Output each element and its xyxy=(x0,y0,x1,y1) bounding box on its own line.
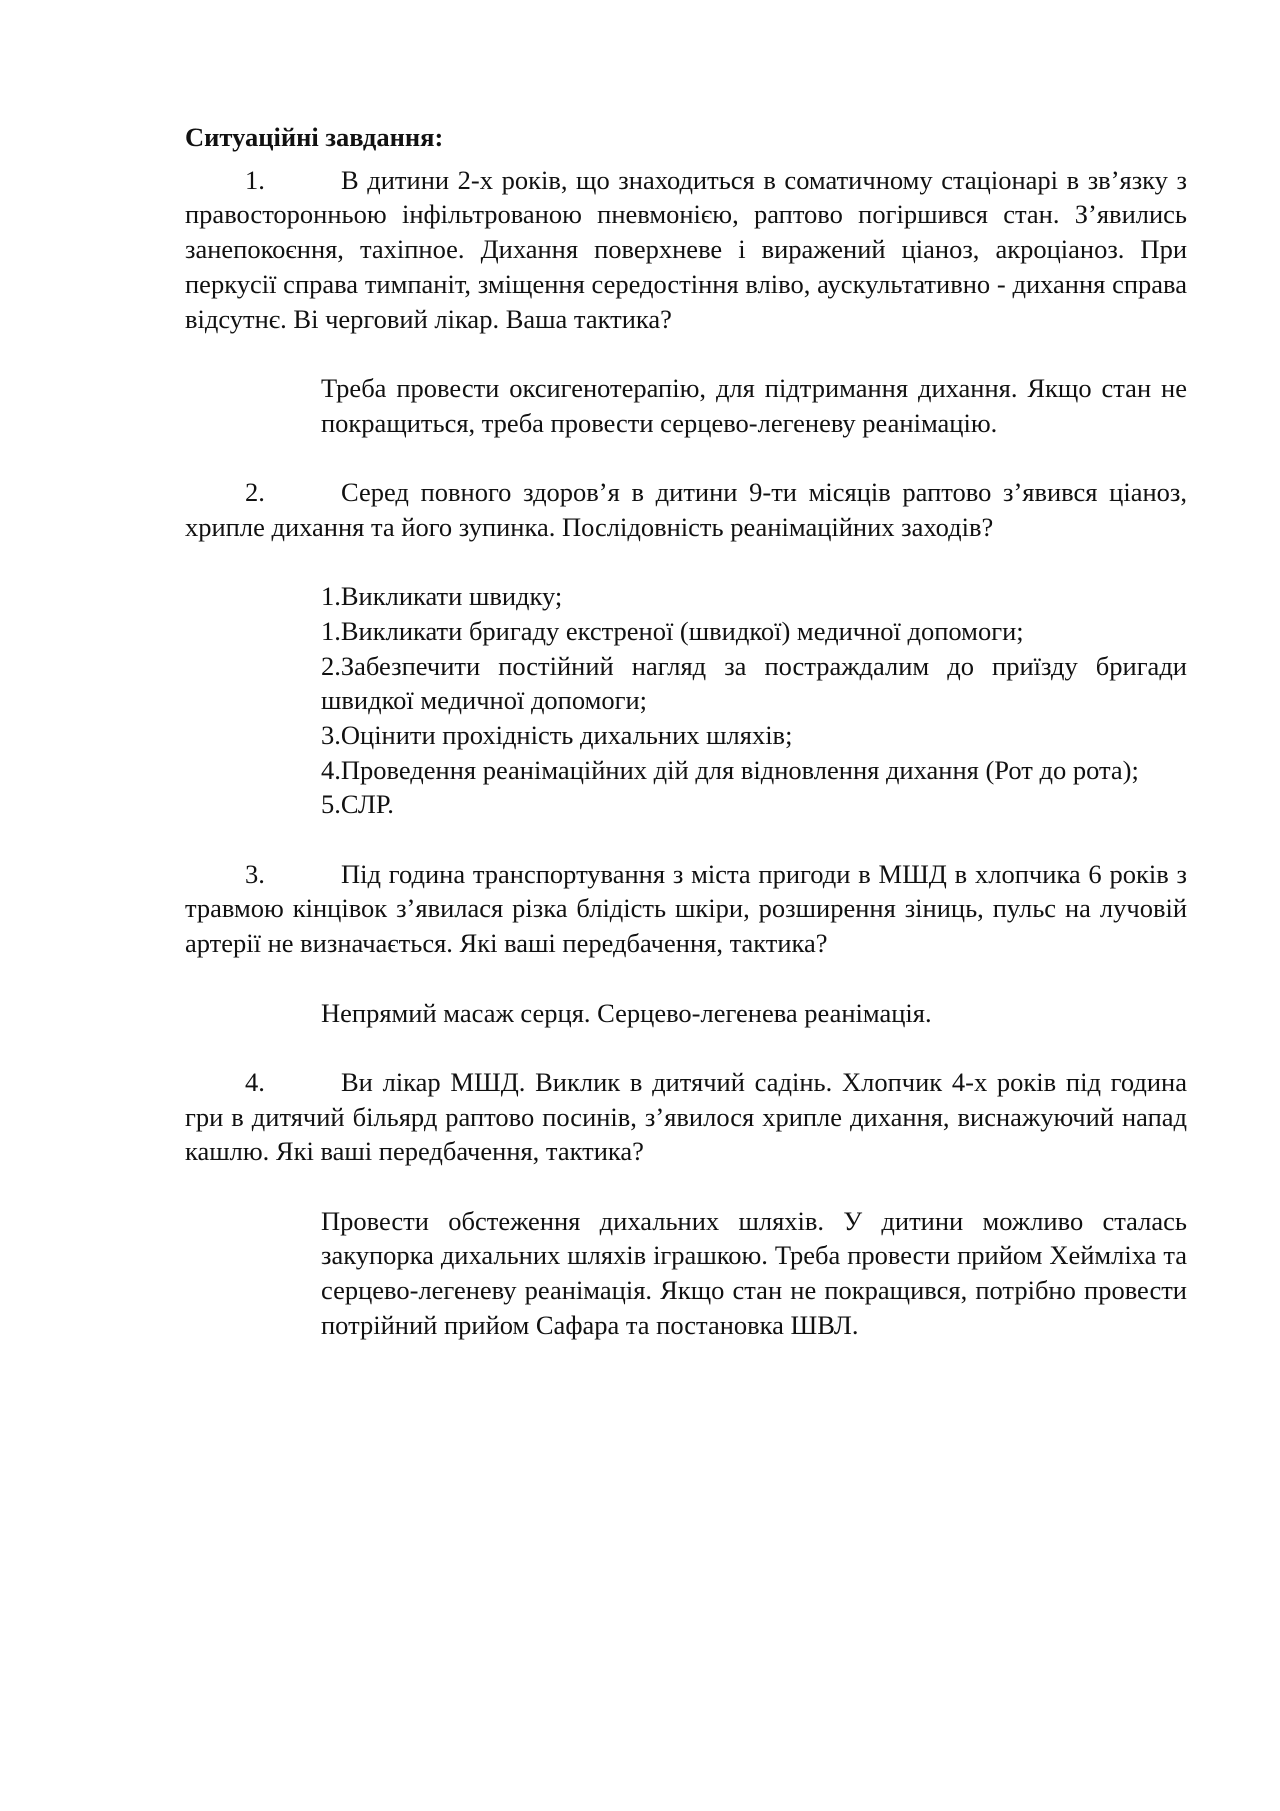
task-answer xyxy=(321,996,1187,1031)
task-question-text: Під година транспортування з міста пригоди в МШД в хлопчика 6 років з травмою кінцівок зʼявилася різка блідість шкіри, розширення зіниць, пульс на лучовій артерії не визначається. Які ваші передбачення, тактика? xyxy=(185,858,1187,959)
task-answer xyxy=(321,1204,1187,1343)
task-question xyxy=(185,1065,1187,1169)
answer-list-item: 3.Оцінити прохідність дихальних шляхів; xyxy=(321,719,793,750)
task-answer xyxy=(321,371,1187,440)
task-question-text: Серед повного здоровʼя в дитини 9-ти місяців раптово зʼявився ціаноз, хрипле дихання та його зупинка. Послідовність реанімаційних заходів? xyxy=(185,477,1187,542)
task-answer-text: Треба провести оксигенотерапію, для підтримання дихання. Якщо стан не покращиться, треба провести серцево-легеневу реанімацію. xyxy=(321,372,1187,438)
task-number: 2. xyxy=(245,477,265,507)
task-answer-text: Провести обстеження дихальних шляхів. У дитини можливо сталась закупорка дихальних шляхів іграшкою. Треба провести прийом Хеймліха та серцево-легеневу реанімація. Якщо стан не покращився, потрібно провести потрійний прийом Сафара та постановка ШВЛ. xyxy=(321,1205,1187,1340)
task-question-text: Ви лікар МШД. Виклик в дитячий садінь. Хлопчик 4-х років під година гри в дитячий більярд раптово посинів, зʼявилося хрипле дихання, виснажуючий напад кашлю. Які ваші передбачення, тактика? xyxy=(185,1066,1187,1167)
answer-list-item: 1.Викликати швидку; xyxy=(321,581,563,612)
task-2 xyxy=(185,475,1187,822)
document-page xyxy=(185,120,1187,1377)
task-question-text: В дитини 2-х років, що знаходиться в соматичному стаціонарі в звʼязку з правосторонньою інфільтрованою пневмонією, раптово погіршився стан. Зʼявились занепокоєння, тахіпное. Дихання поверхневе і виражений ціаноз, акроціаноз. При перкусії справа тимпаніт, зміщення середостіння вліво, аускультативно - дихання справа відсутнє. Ві черговий лікар. Ваша тактика? xyxy=(185,164,1187,334)
task-answer-text: Непрямий масаж серця. Серцево-легенева реанімація. xyxy=(321,997,932,1028)
task-3 xyxy=(185,857,1187,1031)
task-question xyxy=(185,163,1187,337)
document-heading: Ситуаційні завдання: xyxy=(185,122,444,152)
answer-list-item: 2.Забезпечити постійний нагляд за постраждалим до приїзду бригади швидкої медичної допомоги; xyxy=(321,650,1187,716)
task-number: 3. xyxy=(245,858,265,889)
task-question xyxy=(185,857,1187,961)
task-number: 1. xyxy=(245,164,265,195)
answer-list-item: 5.СЛР. xyxy=(321,789,394,820)
task-1 xyxy=(185,163,1187,441)
task-question xyxy=(185,475,1187,544)
answer-list-item: 1.Викликати бригаду екстреної (швидкої) медичної допомоги; xyxy=(321,615,1024,646)
answer-list-item: 4.Проведення реанімаційних дій для відновлення дихання (Рот до рота); xyxy=(321,754,1139,785)
task-number: 4. xyxy=(245,1066,265,1097)
task-answer-list xyxy=(321,579,1187,822)
task-4 xyxy=(185,1065,1187,1343)
